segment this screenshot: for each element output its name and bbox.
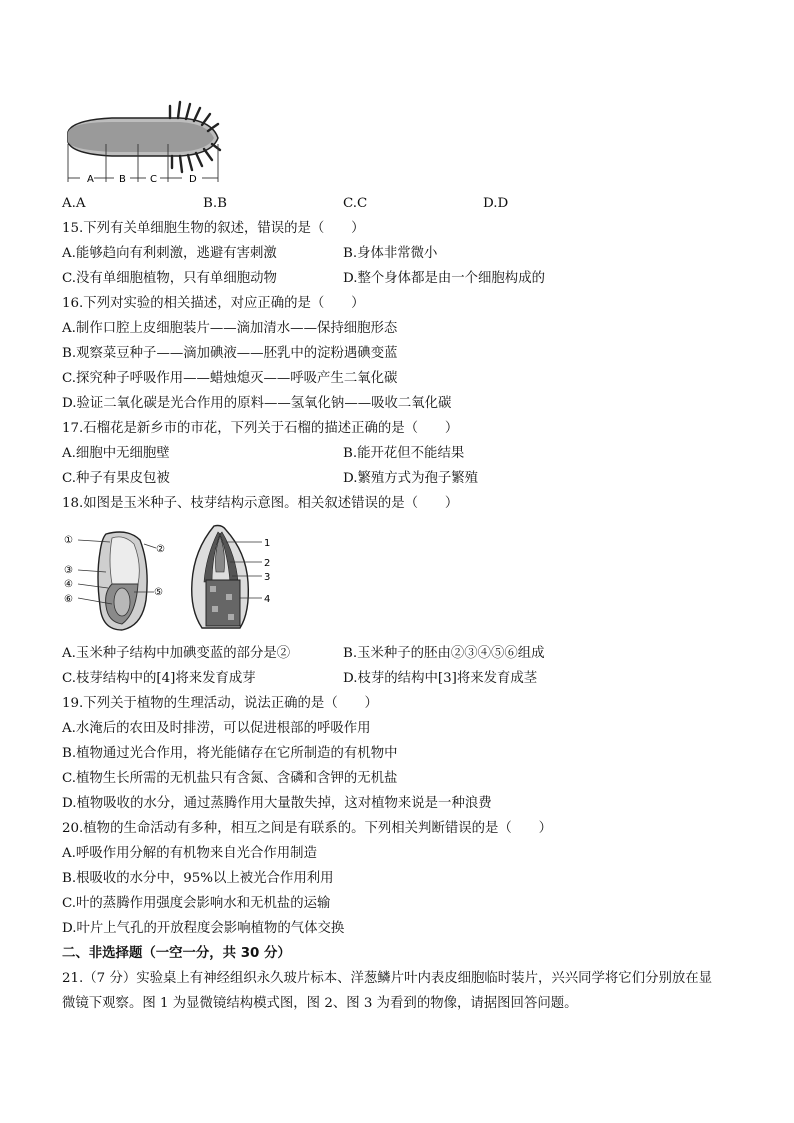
q18-option-a[interactable]: A.玉米种子结构中加碘变蓝的部分是② [62,646,291,661]
corn-label-4: ④ [64,579,73,590]
q14-option-b[interactable]: B.B [203,196,227,211]
q15-option-a[interactable]: A.能够趋向有利刺激，逃避有害刺激 [62,246,277,261]
q20-option-d[interactable]: D.叶片上气孔的开放程度会影响植物的气体交换 [62,921,345,936]
twig-bud-figure [182,522,274,634]
q21-line-1: 21.（7 分）实验桌上有神经组织永久玻片标本、洋葱鳞片叶内表皮细胞临时装片，兴兴同学将它们分别放在显 [62,971,713,986]
q18-stem: 18.如图是玉米种子、枝芽结构示意图。相关叙述错误的是（ ） [62,496,459,511]
corn-seed-figure [64,526,174,634]
q19-stem: 19.下列关于植物的生理活动，说法正确的是（ ） [62,696,378,711]
q20-option-c[interactable]: C.叶的蒸腾作用强度会影响水和无机盐的运输 [62,896,331,911]
q17-option-d[interactable]: D.繁殖方式为孢子繁殖 [343,471,479,486]
q19-option-a[interactable]: A.水淹后的农田及时排涝，可以促进根部的呼吸作用 [62,721,371,736]
q17-option-c[interactable]: C.种子有果皮包被 [62,471,170,486]
q18-option-b[interactable]: B.玉米种子的胚由②③④⑤⑥组成 [343,646,545,661]
q17-option-b[interactable]: B.能开花但不能结果 [343,446,465,461]
q14-option-d[interactable]: D.D [483,196,509,211]
corn-label-1: ① [64,535,73,546]
q18-option-d[interactable]: D.枝芽的结构中[3]将来发育成茎 [343,671,538,686]
q20-stem: 20.植物的生命活动有多种，相互之间是有联系的。下列相关判断错误的是（ ） [62,821,552,836]
root-tip-figure [62,92,224,186]
q15-option-b[interactable]: B.身体非常微小 [343,246,438,261]
q16-option-a[interactable]: A.制作口腔上皮细胞装片——滴加清水——保持细胞形态 [62,321,398,336]
corn-label-6: ⑥ [64,594,73,605]
q17-option-a[interactable]: A.细胞中无细胞壁 [62,446,170,461]
section-title: 二、非选择题（一空一分，共 30 分） [62,946,291,961]
q19-option-d[interactable]: D.植物吸收的水分，通过蒸腾作用大量散失掉，这对植物来说是一种浪费 [62,796,492,811]
q16-option-d[interactable]: D.验证二氧化碳是光合作用的原料——氢氧化钠——吸收二氧化碳 [62,396,452,411]
q14-option-a[interactable]: A.A [62,196,86,211]
root-label-b: B [119,174,126,185]
q17-stem: 17.石榴花是新乡市的市花，下列关于石榴的描述正确的是（ ） [62,421,459,436]
q21-line-2: 微镜下观察。图 1 为显微镜结构模式图，图 2、图 3 为看到的物像，请据图回答问题。 [62,996,578,1011]
bud-label-4: 4 [264,594,271,605]
bud-label-2: 2 [264,558,271,569]
q18-option-c[interactable]: C.枝芽结构中的[4]将来发育成芽 [62,671,256,686]
corn-label-2: ② [156,544,165,555]
q15-stem: 15.下列有关单细胞生物的叙述，错误的是（ ） [62,221,365,236]
q19-option-b[interactable]: B.植物通过光合作用，将光能储存在它所制造的有机物中 [62,746,398,761]
root-label-a: A [87,174,94,185]
q20-option-a[interactable]: A.呼吸作用分解的有机物来自光合作用制造 [62,846,317,861]
q15-option-d[interactable]: D.整个身体都是由一个细胞构成的 [343,271,545,286]
q19-option-c[interactable]: C.植物生长所需的无机盐只有含氮、含磷和含钾的无机盐 [62,771,398,786]
corn-label-3: ③ [64,565,73,576]
q14-option-c[interactable]: C.C [343,196,368,211]
q16-option-c[interactable]: C.探究种子呼吸作用——蜡烛熄灭——呼吸产生二氧化碳 [62,371,398,386]
root-label-c: C [150,174,157,185]
q20-option-b[interactable]: B.根吸收的水分中，95%以上被光合作用利用 [62,871,334,886]
root-label-d: D [189,174,197,185]
corn-label-5: ⑤ [154,587,163,598]
bud-label-1: 1 [264,538,271,549]
bud-label-3: 3 [264,572,271,583]
q16-stem: 16.下列对实验的相关描述，对应正确的是（ ） [62,296,365,311]
q16-option-b[interactable]: B.观察菜豆种子——滴加碘液——胚乳中的淀粉遇碘变蓝 [62,346,398,361]
q15-option-c[interactable]: C.没有单细胞植物，只有单细胞动物 [62,271,277,286]
